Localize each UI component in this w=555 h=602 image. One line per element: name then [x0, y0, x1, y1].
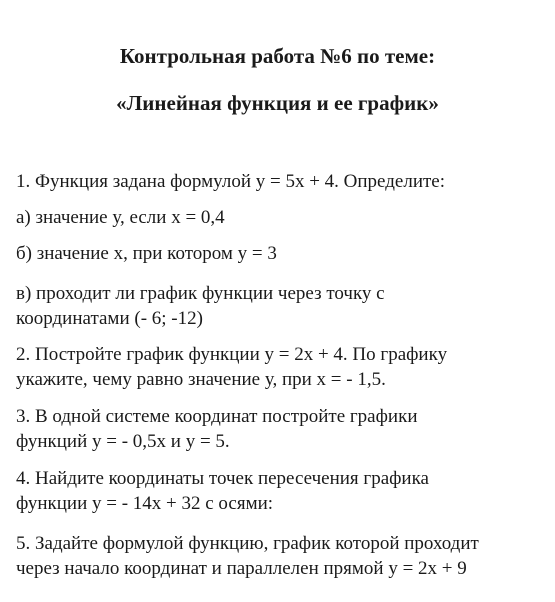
- document-title-line-1: Контрольная работа №6 по теме:: [119, 44, 436, 68]
- task-2-line-1: 2. Постройте график функции у = 2х + 4. По графику: [16, 344, 448, 365]
- task-2-line-2: укажите, чему равно значение у, при х = - 1,5.: [16, 369, 386, 390]
- task-1-statement: 1. Функция задана формулой у = 5х + 4. Определите:: [16, 171, 446, 192]
- task-4-line-2: функции у = - 14х + 32 с осями:: [16, 493, 274, 514]
- document-title-line-2: «Линейная функция и ее график»: [116, 91, 439, 115]
- task-5-line-2: через начало координат и параллелен прямой у = 2х + 9: [16, 558, 467, 579]
- task-4-line-1: 4. Найдите координаты точек пересечения графика: [16, 468, 429, 489]
- task-1-part-a: а) значение у, если х = 0,4: [16, 207, 225, 228]
- task-1-part-c-line-2: координатами (- 6; -12): [16, 308, 203, 329]
- task-3-line-1: 3. В одной системе координат постройте графики: [16, 406, 418, 427]
- task-5-line-1: 5. Задайте формулой функцию, график которой проходит: [16, 533, 479, 554]
- task-1-part-b: б) значение х, при котором у = 3: [16, 243, 277, 264]
- task-3-line-2: функций у = - 0,5х и у = 5.: [16, 431, 230, 452]
- task-1-part-c-line-1: в) проходит ли график функции через точку с: [16, 283, 385, 304]
